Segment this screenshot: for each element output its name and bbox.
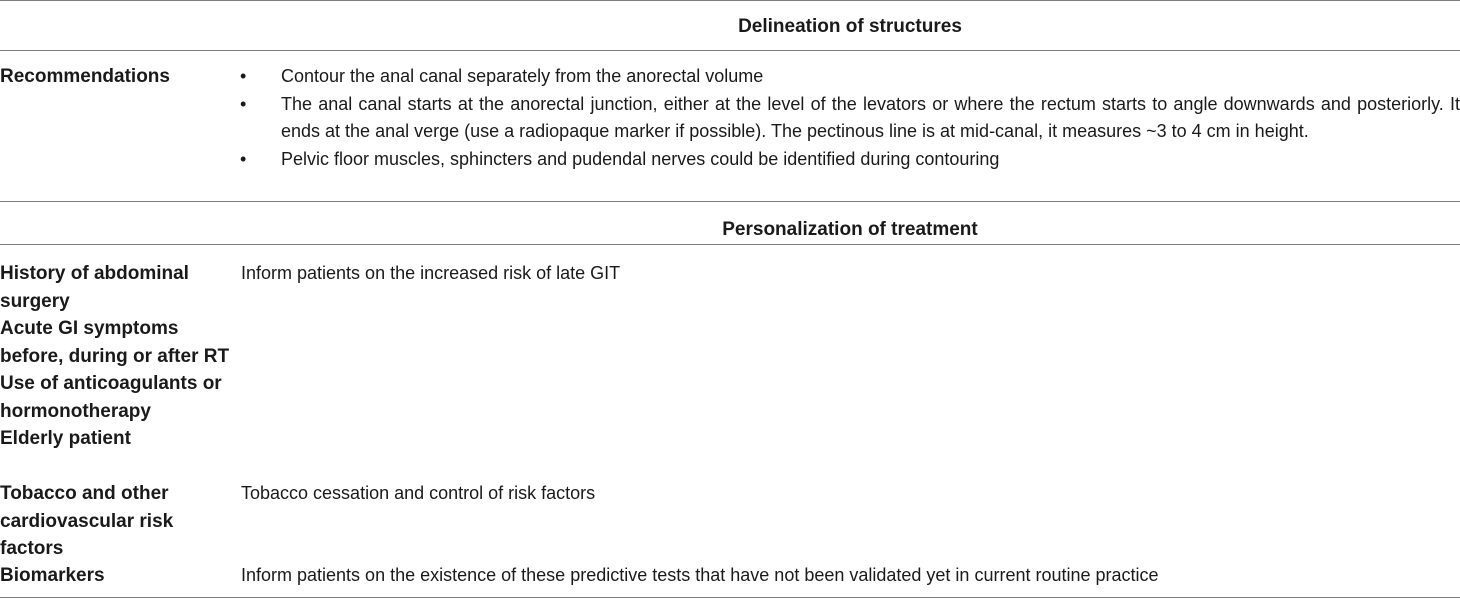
- list-item: [240, 63, 1460, 91]
- section-divider: [0, 244, 1460, 245]
- row-label-risk-factors: [0, 260, 230, 453]
- bullet-glyph: •: [240, 66, 247, 86]
- row-label-tobacco: [0, 480, 230, 563]
- recommendations-list: [240, 63, 1460, 173]
- section-heading-delineation: Delineation of structures: [738, 16, 962, 37]
- risk-factor-label: Biomarkers: [0, 565, 105, 586]
- row-value-tobacco: Tobacco cessation and control of risk factors: [241, 483, 596, 503]
- section-divider: [0, 50, 1460, 51]
- row-value-biomarkers: Inform patients on the existence of these predictive tests that have not been validated yet in current routine practice: [241, 565, 1159, 585]
- risk-factor-label: Acute GI symptoms before, during or after RT: [0, 318, 230, 367]
- bullet-text: Pelvic floor muscles, sphincters and pudendal nerves could be identified during contouring: [281, 148, 1000, 169]
- row-label-biomarkers: [0, 562, 230, 590]
- risk-factor-label: Tobacco and other cardiovascular risk factors: [0, 483, 174, 559]
- bullet-text: The anal canal starts at the anorectal junction, either at the level of the levators or where the rectum starts to angle downwards and posteriorly. It ends at the anal verge (use a radiopaque marker if possible). The pectinous line is at mid-canal, it measures ~3 to 4 cm in height.: [281, 93, 1460, 141]
- risk-factor-label: History of abdominal surgery: [0, 263, 189, 312]
- section-heading-personalization: Personalization of treatment: [722, 219, 978, 240]
- section-divider: [0, 201, 1460, 202]
- bullet-text: Contour the anal canal separately from the anorectal volume: [281, 66, 764, 86]
- risk-factor-label: Use of anticoagulants or hormonotherapy: [0, 373, 222, 422]
- row-value-inform-risk: Inform patients on the increased risk of late GIT: [241, 263, 621, 283]
- bullet-glyph: •: [240, 93, 247, 114]
- bullet-glyph: •: [240, 148, 247, 169]
- row-label-recommendations: Recommendations: [0, 66, 170, 87]
- list-item: [240, 91, 1460, 146]
- risk-factor-label: Elderly patient: [0, 428, 131, 449]
- table-bottom-rule: [0, 597, 1460, 598]
- list-item: [240, 146, 1460, 174]
- table-top-rule: [0, 0, 1460, 1]
